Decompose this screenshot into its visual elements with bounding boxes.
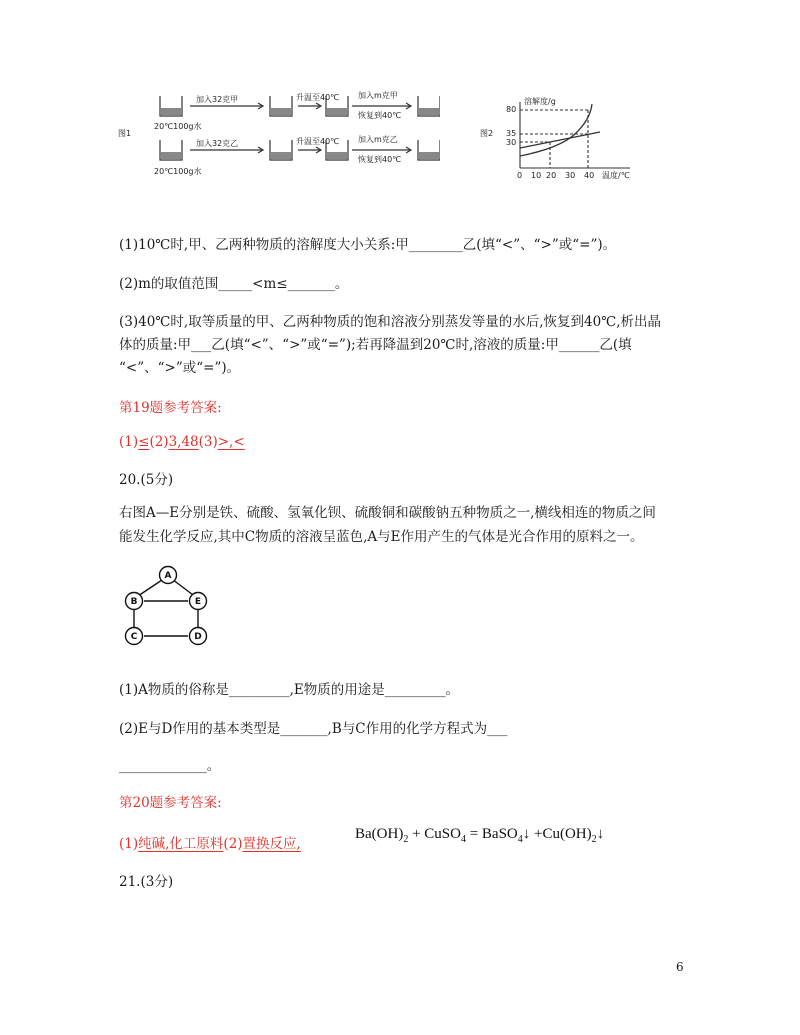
figure-1 [118, 86, 440, 180]
q19-part3-line3: “<”、“>”或“=”)。 [119, 360, 241, 376]
figure-2-label: 图2 [480, 129, 494, 138]
q19-part3-line2: 体的质量:甲___乙(填“<”、“>”或“=”);若再降温到20℃时,溶液的质量:甲______乙(填 [119, 337, 632, 353]
svg-text:恢复到40℃: 恢复到40℃ [358, 111, 402, 120]
svg-text:0: 0 [517, 171, 523, 180]
node-a: A [164, 571, 172, 581]
svg-text:40: 40 [584, 171, 595, 180]
svg-text:升温至40℃: 升温至40℃ [296, 137, 340, 146]
svg-text:10: 10 [531, 171, 542, 180]
svg-text:30: 30 [565, 171, 576, 180]
svg-text:加入m克乙: 加入m克乙 [358, 135, 398, 144]
node-d: D [194, 632, 202, 642]
svg-text:80: 80 [506, 105, 517, 114]
node-c: C [130, 632, 138, 642]
svg-text:加入32克甲: 加入32克甲 [196, 95, 239, 104]
svg-text:温度/℃: 温度/℃ [602, 171, 630, 180]
q20-answer: (1)纯碱,化工原料(2)置换反应, [119, 836, 301, 852]
svg-text:溶解度/g: 溶解度/g [524, 97, 556, 106]
q20-desc-line2: 能发生化学反应,其中C物质的溶液呈蓝色,A与E作用产生的气体是光合作用的原料之一。 [119, 529, 644, 545]
q20-desc-line1: 右图A—E分别是铁、硫酸、氢氧化钡、硫酸铜和碳酸钠五种物质之一,横线相连的物质之间 [119, 505, 656, 521]
reaction-diagram [120, 565, 220, 651]
figure-1-label: 图1 [118, 129, 132, 138]
q20-part2-cont: _____________。 [119, 758, 221, 774]
node-e: E [194, 597, 202, 607]
q20-heading: 20.(5分) [119, 472, 174, 488]
svg-text:升温至40℃: 升温至40℃ [296, 93, 340, 102]
figure-2 [480, 96, 660, 186]
page-number: 6 [676, 960, 684, 974]
node-b: B [130, 597, 138, 607]
chemical-equation: $Ba(OH)_2$ + CuSO$_4$ = BaSO$_4$↓ $+Cu(OH)_2↓$ [355, 826, 605, 845]
svg-text:35: 35 [506, 129, 517, 138]
svg-text:加入m克甲: 加入m克甲 [358, 91, 398, 100]
q19-answer: (1)≤(2)3,48(3)>,< [119, 434, 245, 450]
svg-text:20℃100g水: 20℃100g水 [154, 167, 202, 176]
q20-part2: (2)E与D作用的基本类型是_______,B与C作用的化学方程式为___ [119, 721, 508, 737]
q19-part1: (1)10℃时,甲、乙两种物质的溶解度大小关系:甲________乙(填“<”、“>”或“=”)。 [119, 237, 617, 253]
q20-answer-title: 第20题参考答案: [119, 795, 222, 811]
q19-part3-line1: (3)40℃时,取等质量的甲、乙两种物质的饱和溶液分别蒸发等量的水后,恢复到40℃,析出晶 [119, 314, 662, 330]
svg-text:加入32克乙: 加入32克乙 [196, 139, 239, 148]
svg-text:恢复到40℃: 恢复到40℃ [358, 155, 402, 164]
q19-part2: (2)m的取值范围_____<m≤_______。 [119, 276, 349, 292]
svg-text:20: 20 [546, 171, 557, 180]
svg-text:20℃100g水: 20℃100g水 [154, 122, 202, 131]
q21-heading: 21.(3分) [119, 874, 174, 890]
q20-part1: (1)A物质的俗称是_________,E物质的用途是_________。 [119, 682, 460, 698]
q19-answer-title: 第19题参考答案: [119, 400, 222, 416]
svg-text:30: 30 [506, 138, 517, 147]
